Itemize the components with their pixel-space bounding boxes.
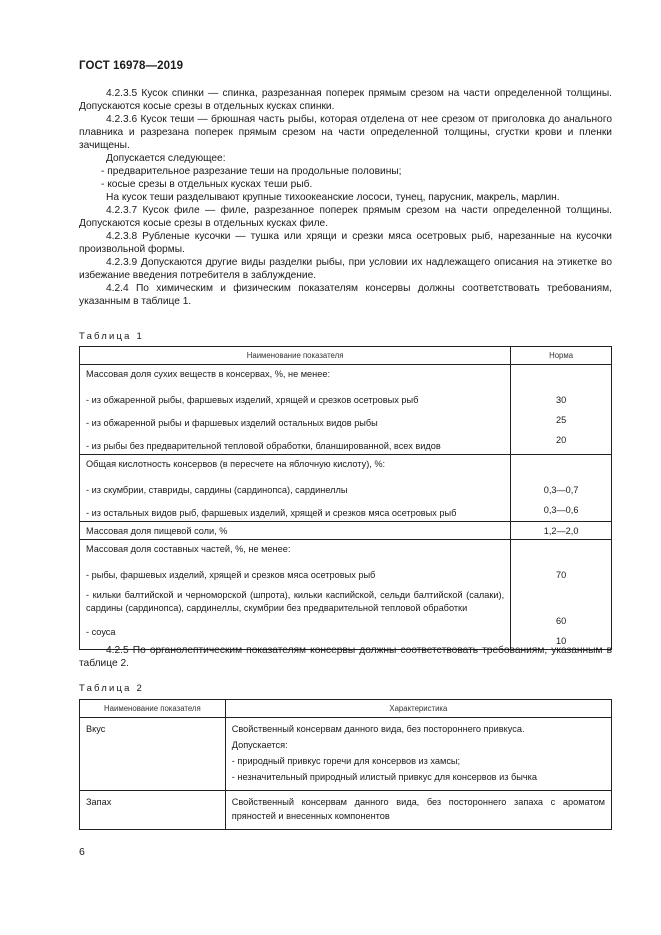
row-value: 0,3—0,6 <box>543 505 579 515</box>
table-row <box>80 791 612 830</box>
table-row <box>80 455 612 522</box>
table-row <box>80 540 612 650</box>
group-title: Массовая доля составных частей, %, не менее: <box>86 544 291 554</box>
list-item: - предварительное разрезание теши на продольные половины; <box>101 166 402 177</box>
group-title: Массовая доля пищевой соли, % <box>86 526 228 536</box>
body-text-bottom <box>79 644 612 670</box>
paragraph: 4.2.3.7 Кусок филе — филе, разрезанное поперек прямым срезом на части определенной толщины. Допускаются косые срезы в отдельных кусках филе. <box>79 205 612 229</box>
table-1-caption: Таблица 1 <box>79 331 144 342</box>
paragraph: 4.2.4 По химическим и физическим показателям консервы должны соответствовать требованиям, указанным в таблице 1. <box>79 283 612 307</box>
row-value: 60 <box>555 616 567 626</box>
table-1-header-norm: Норма <box>511 347 612 365</box>
paragraph: Допускается следующее: <box>106 153 226 164</box>
group-title: Общая кислотность консервов (в пересчете на яблочную кислоту), %: <box>86 459 386 469</box>
table-row <box>80 522 612 540</box>
row-value: 0,3—0,7 <box>543 485 579 495</box>
row-value: 70 <box>555 570 567 580</box>
characteristic-line: - природный привкус горечи для консервов из хамсы; <box>231 756 461 766</box>
table-row <box>80 718 612 791</box>
document-header: ГОСТ 16978—2019 <box>79 60 184 72</box>
table-row <box>80 365 612 455</box>
table-1-header-name: Наименование показателя <box>80 347 511 365</box>
row-label: - из рыбы без предварительной тепловой обработки, бланшированной, всех видов <box>86 441 441 451</box>
row-label: - из остальных видов рыб, фаршевых изделий, хрящей и срезков мяса осетровых рыб <box>86 508 457 518</box>
paragraph: 4.2.3.9 Допускаются другие виды разделки рыбы, при условии их надлежащего описания на этикетке во избежание введения потребителя в заблуждение. <box>79 257 612 281</box>
characteristic-line: Свойственный консервам данного вида, без постороннего запаха с ароматом пряностей и внесенных компонентов <box>225 791 611 830</box>
paragraph: 4.2.3.5 Кусок спинки — спинка, разрезанная поперек прямым срезом на части определенной толщины. Допускаются косые срезы в отдельных кусках спинки. <box>79 88 612 112</box>
page-number: 6 <box>79 846 85 858</box>
characteristic-line: Допускается: <box>231 740 288 750</box>
row-label: - соуса <box>86 627 116 637</box>
row-value: 10 <box>555 636 567 646</box>
table-1 <box>79 346 612 650</box>
row-name: Вкус <box>80 718 226 791</box>
row-label: - из обжаренной рыбы, фаршевых изделий, хрящей и срезков осетровых рыб <box>86 395 419 405</box>
table-2-caption: Таблица 2 <box>79 683 144 694</box>
row-value: 25 <box>555 415 567 425</box>
list-item: - косые срезы в отдельных кусках теши рыб. <box>101 179 313 190</box>
characteristic-line: Свойственный консервам данного вида, без постороннего привкуса. <box>231 724 525 734</box>
row-name: Запах <box>80 791 226 830</box>
body-text-top <box>79 87 612 308</box>
row-label: - из обжаренной рыбы и фаршевых изделий остальных видов рыбы <box>86 418 378 428</box>
row-label: - кильки балтийской и черноморской (шпрота), кильки каспийской, сельди балтийской (салаки), сардины (сардинопса), сардинеллы, скумбрии без предварительной тепловой обработки <box>86 590 505 613</box>
paragraph: 4.2.5 По органолептическим показателям консервы должны соответствовать требованиям, указанным в таблице 2. <box>79 645 612 669</box>
paragraph: 4.2.3.8 Рубленые кусочки — тушка или хрящи и срезки мяса осетровых рыб, нарезанные на кусочки произвольной формы. <box>79 231 612 255</box>
table-2-header-name: Наименование показателя <box>80 700 226 718</box>
row-label: - рыбы, фаршевых изделий, хрящей и срезков мяса осетровых рыб <box>86 570 376 580</box>
paragraph: На кусок теши разделывают крупные тихоокеанские лососи, тунец, парусник, макрель, марлин. <box>106 192 560 203</box>
row-value: 30 <box>555 395 567 405</box>
group-title: Массовая доля сухих веществ в консервах, %, не менее: <box>86 369 331 379</box>
row-value: 20 <box>555 435 567 445</box>
table-2 <box>79 699 612 830</box>
characteristic-line: - незначительный природный илистый привкус для консервов из бычка <box>231 772 537 782</box>
paragraph: 4.2.3.6 Кусок теши — брюшная часть рыбы, которая отделена от нее срезом от приголовка до анального плавника и разрезана поперек прямым срезом на части определенной толщины, сгустки крови и пленки зачищены. <box>79 114 612 151</box>
row-value: 1,2—2,0 <box>543 525 579 536</box>
table-2-header-characteristic: Характеристика <box>225 700 611 718</box>
row-label: - из скумбрии, ставриды, сардины (сардинопса), сардинеллы <box>86 485 348 495</box>
